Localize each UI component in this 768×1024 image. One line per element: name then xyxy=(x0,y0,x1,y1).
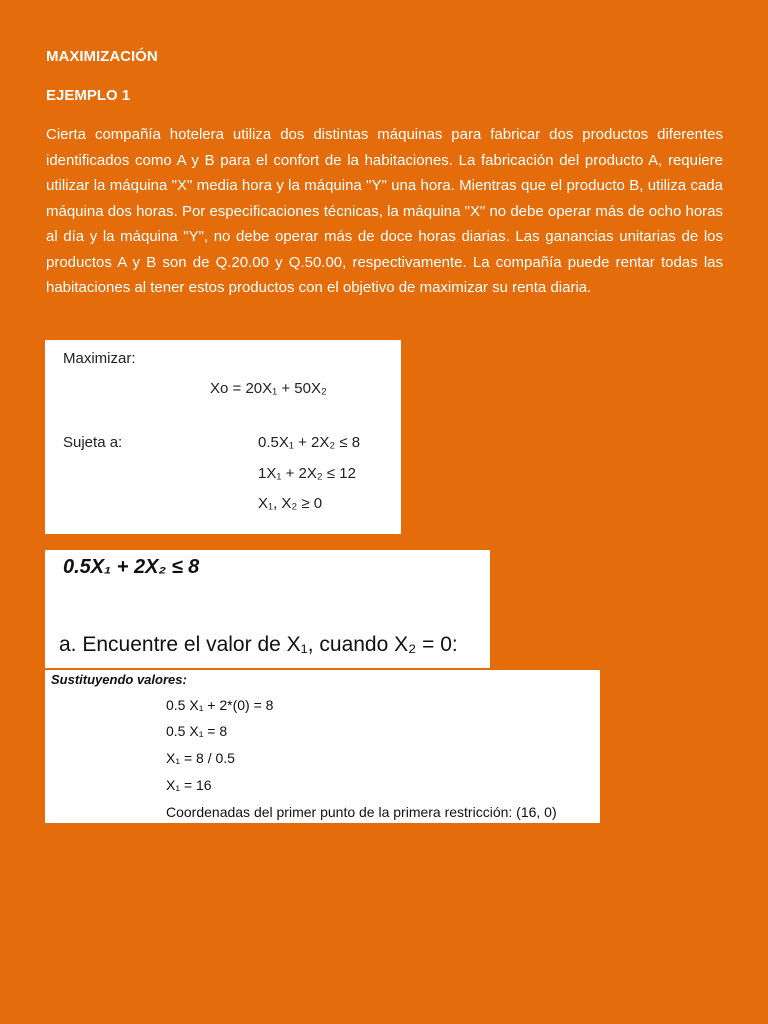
solution-step: X₁ = 16 xyxy=(166,777,212,793)
maximize-label: Maximizar: xyxy=(63,350,136,367)
solution-title: Sustituyendo valores: xyxy=(51,672,187,687)
document-title: MAXIMIZACIÓN xyxy=(46,48,158,65)
solution-coordinates: Coordenadas del primer punto de la primera restricción: (16, 0) xyxy=(166,804,557,820)
highlighted-constraint: 0.5X₁ + 2X₂ ≤ 8 xyxy=(63,556,200,578)
model-box xyxy=(45,340,401,534)
constraint-nonnegativity: X₁, X₂ ≥ 0 xyxy=(258,495,323,512)
problem-paragraph: Cierta compañía hotelera utiliza dos distintas máquinas para fabricar dos productos diferentes identificados como A y B para el confort de la habitaciones. La fabricación del producto A, requiere utilizar la máquina "X" media hora y la máquina "Y" una hora. Mientras que el producto B, utiliza cada máquina dos horas. Por especificaciones técnicas, la máquina "X" no debe operar más de ocho horas al día y la máquina "Y", no debe operar más de doce horas diarias. Las ganancias unitarias de los productos A y B son de Q.20.00 y Q.50.00, respectivamente. La compañía puede rentar todas las habitaciones al tener estos productos con el objetivo de maximizar su renta diaria. xyxy=(46,126,723,296)
constraint-box xyxy=(45,550,490,668)
example-label: EJEMPLO 1 xyxy=(46,87,131,104)
constraint-2: 1X₁ + 2X₂ ≤ 12 xyxy=(258,465,356,482)
solution-step: 0.5 X₁ + 2*(0) = 8 xyxy=(166,697,274,713)
subject-to-label: Sujeta a: xyxy=(63,434,123,451)
solution-box xyxy=(45,670,600,823)
question-a: a. Encuentre el valor de X₁, cuando X₂ = 0: xyxy=(59,633,458,656)
solution-step: 0.5 X₁ = 8 xyxy=(166,723,228,739)
objective-function: Xo = 20X₁ + 50X₂ xyxy=(210,380,327,397)
constraint-1: 0.5X₁ + 2X₂ ≤ 8 xyxy=(258,434,361,451)
solution-step: X₁ = 8 / 0.5 xyxy=(166,750,235,766)
